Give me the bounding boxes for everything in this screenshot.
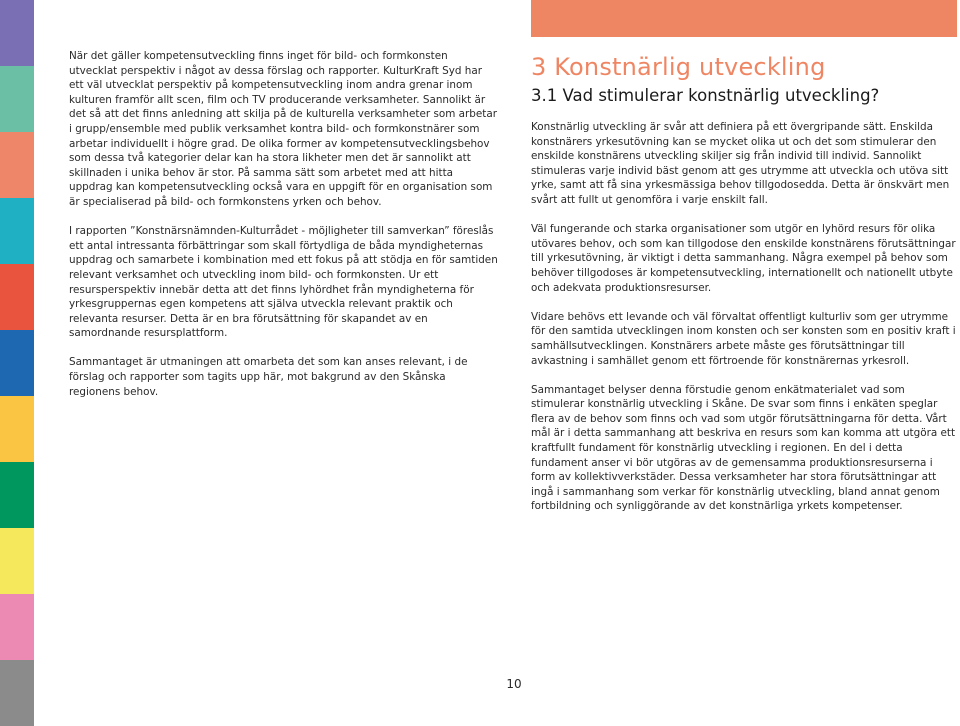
section-title: 3 Konstnärlig utveckling [531, 53, 826, 81]
color-stripe-8 [0, 462, 34, 528]
color-stripe-10 [0, 594, 34, 660]
color-stripe-2 [0, 66, 34, 132]
color-stripe-4 [0, 198, 34, 264]
body-paragraph: I rapporten ”Konstnärsnämnden-Kulturrådet - möjligheter till samverkan” föreslås ett antal intressanta förbättringar som skall förtydliga de båda myndigheternas uppdrag och samarbete i kombination med ett fokus på att stödja en för samtiden relevant verksamhet och utveckling inom bild- och formkonsten. Ur ett resursperspektiv innebär detta att det finns lyhördhet från myndigheterna för yrkesgruppernas egen kompetens att själva utveckla relevant praktik och relevanta resurser. Detta är en bra förutsättning för skapandet av en samordnande resursplattform. [69, 225, 498, 340]
body-paragraph: Sammantaget är utmaningen att omarbeta det som kan anses relevant, i de förslag och rapporter som tagits upp här, mot bakgrund av den Skånska regionens behov. [69, 356, 468, 398]
body-paragraph: När det gäller kompetensutveckling finns inget för bild- och formkonsten utvecklat perspektiv i något av dessa förslag och rapporter. KulturKraft Syd har ett väl utvecklat perspektiv på kompetensutveckling inom andra grenar inom kulturen framför allt scen, film och TV producerande verksamheter. Sannolikt är det så att det finns anledning att skilja på de kulturella verksamheter som arbetar i grupp/ensemble med publik verksamhet kontra bild- och formkonstnärer som arbetar individuellt i högre grad. De olika former av kompetensutvecklingsbehov som dessa två kategorier delar kan ha stora likheter men det är sannolikt att skillnaden i unika behov är stor. På samma sätt som arbetet med att hitta uppdrag kan kompetensutveckling också vara en uppgift för en organisation som är specialiserad på bild- och formkonstens yrken och behov. [69, 50, 497, 208]
color-stripe-bar [0, 0, 34, 726]
subsection-title: 3.1 Vad stimulerar konstnärlig utveckling? [531, 86, 880, 105]
section-header-block [531, 0, 957, 37]
color-stripe-11 [0, 660, 34, 726]
body-paragraph: Vidare behövs ett levande och väl förvaltat offentligt kulturliv som ger utrymme för den samtida utvecklingen inom konsten och ser konsten som en positiv kraft i samhällsutvecklingen. Konstnärers arbete måste ges förutsättningar till avkastning i samhället genom ett förtroende för konstnärernas yrkesroll. [531, 310, 956, 367]
color-stripe-6 [0, 330, 34, 396]
left-text-column [69, 49, 499, 414]
color-stripe-9 [0, 528, 34, 594]
body-paragraph: Väl fungerande och starka organisationer som utgör en lyhörd resurs för olika utövares behov, och som kan tillgodose den enskilde konstnärens förutsättningar till yrkesutövning, är viktigt i detta sammanhang. Några exempel på behov som behöver tillgodoses är kompetensutveckling, internationellt och nationellt utbyte och adekvata produktionsresurser. [531, 223, 956, 294]
body-paragraph: Sammantaget belyser denna förstudie genom enkätmaterialet vad som stimulerar konstnärlig utveckling i Skåne. De svar som finns i enkäten speglar flera av de behov som finns och vad som utgör förutsättningarna för detta. Vårt mål är i detta sammanhang att beskriva en resurs som kan komma att utgöra ett kraftfullt fundament för konstnärlig utveckling i regionen. En del i detta fundament anser vi bör utgöras av de gemensamma produktionsresurserna i form av kollektivverkstäder. Dessa verksamheter har stora förutsättningar att ingå i sammanhang som verkar för konstnärlig utveckling, bland annat genom fortbildning och synliggörande av det konstnärliga yrkets kompetenser. [531, 383, 956, 513]
page-number: 10 [506, 677, 522, 691]
color-stripe-5 [0, 264, 34, 330]
right-text-column [531, 53, 959, 529]
color-stripe-7 [0, 396, 34, 462]
color-stripe-3 [0, 132, 34, 198]
body-paragraph: Konstnärlig utveckling är svår att definiera på ett övergripande sätt. Enskilda konstnärers yrkesutövning kan se mycket olika ut och det som stimulerar den enskilde konstnärens utveckling skiljer sig från individ till individ. Sannolikt stimuleras varje individ bäst genom att ges utrymme att utveckla och utöva sitt yrke, samt att få sina yrkesmässiga behov tillgodosedda. Detta är önskvärt men svårt att fullt ut genomföra i varje enskilt fall. [531, 121, 950, 206]
color-stripe-1 [0, 0, 34, 66]
